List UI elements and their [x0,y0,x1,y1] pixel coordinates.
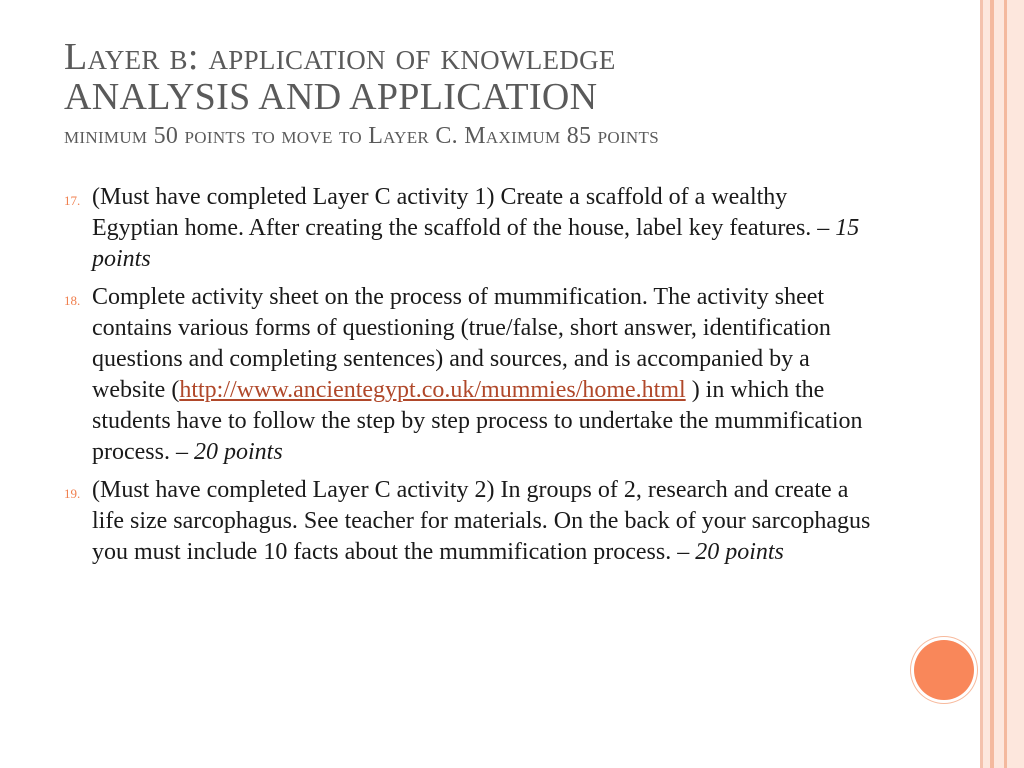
list-item [64,475,874,568]
item-points: 20 points [695,539,784,565]
title-subtitle: minimum 50 points to move to Layer C. Maximum 85 points [64,123,659,149]
item-text [92,182,874,275]
website-link[interactable]: http://www.ancientegypt.co.uk/mummies/home.html [179,377,686,403]
item-number: 17. [64,193,81,208]
item-body-before-link: Complete activity sheet on the process of mummification. The activity sheet contains various forms of questioning (true/false, short answer, identification questions and completing sentences) and sources, and is accompanied by a website ( [92,284,831,403]
stripe [994,0,1004,768]
list-item [64,182,874,275]
item-body-after-link: ) in which the students have to follow the step by step process to undertake the mummification process. – [92,377,863,465]
item-body: (Must have completed Layer C activity 1) Create a scaffold of a wealthy Egyptian home. After creating the scaffold of the house, label key features. – [92,184,836,241]
item-text [92,475,874,568]
decorative-circle [914,640,974,700]
stripe [983,0,990,768]
item-points: 15 points [92,215,860,272]
item-number: 19. [64,486,81,501]
decorative-stripes [980,0,1024,768]
activity-list [64,182,874,575]
item-points: 20 points [193,439,283,465]
item-body: (Must have completed Layer C activity 2) In groups of 2, research and create a life size sarcophagus. See teacher for materials. On the back of your sarcophagus you must include 10 facts about the mummification process. – [92,477,871,565]
item-number: 18. [64,293,81,308]
item-text [92,282,874,468]
list-item [64,282,874,468]
title-line-2: ANALYSIS AND APPLICATION [64,76,598,118]
stripe [1007,0,1024,768]
slide-title [64,38,924,148]
title-line-1: Layer b: application of knowledge [64,36,616,78]
